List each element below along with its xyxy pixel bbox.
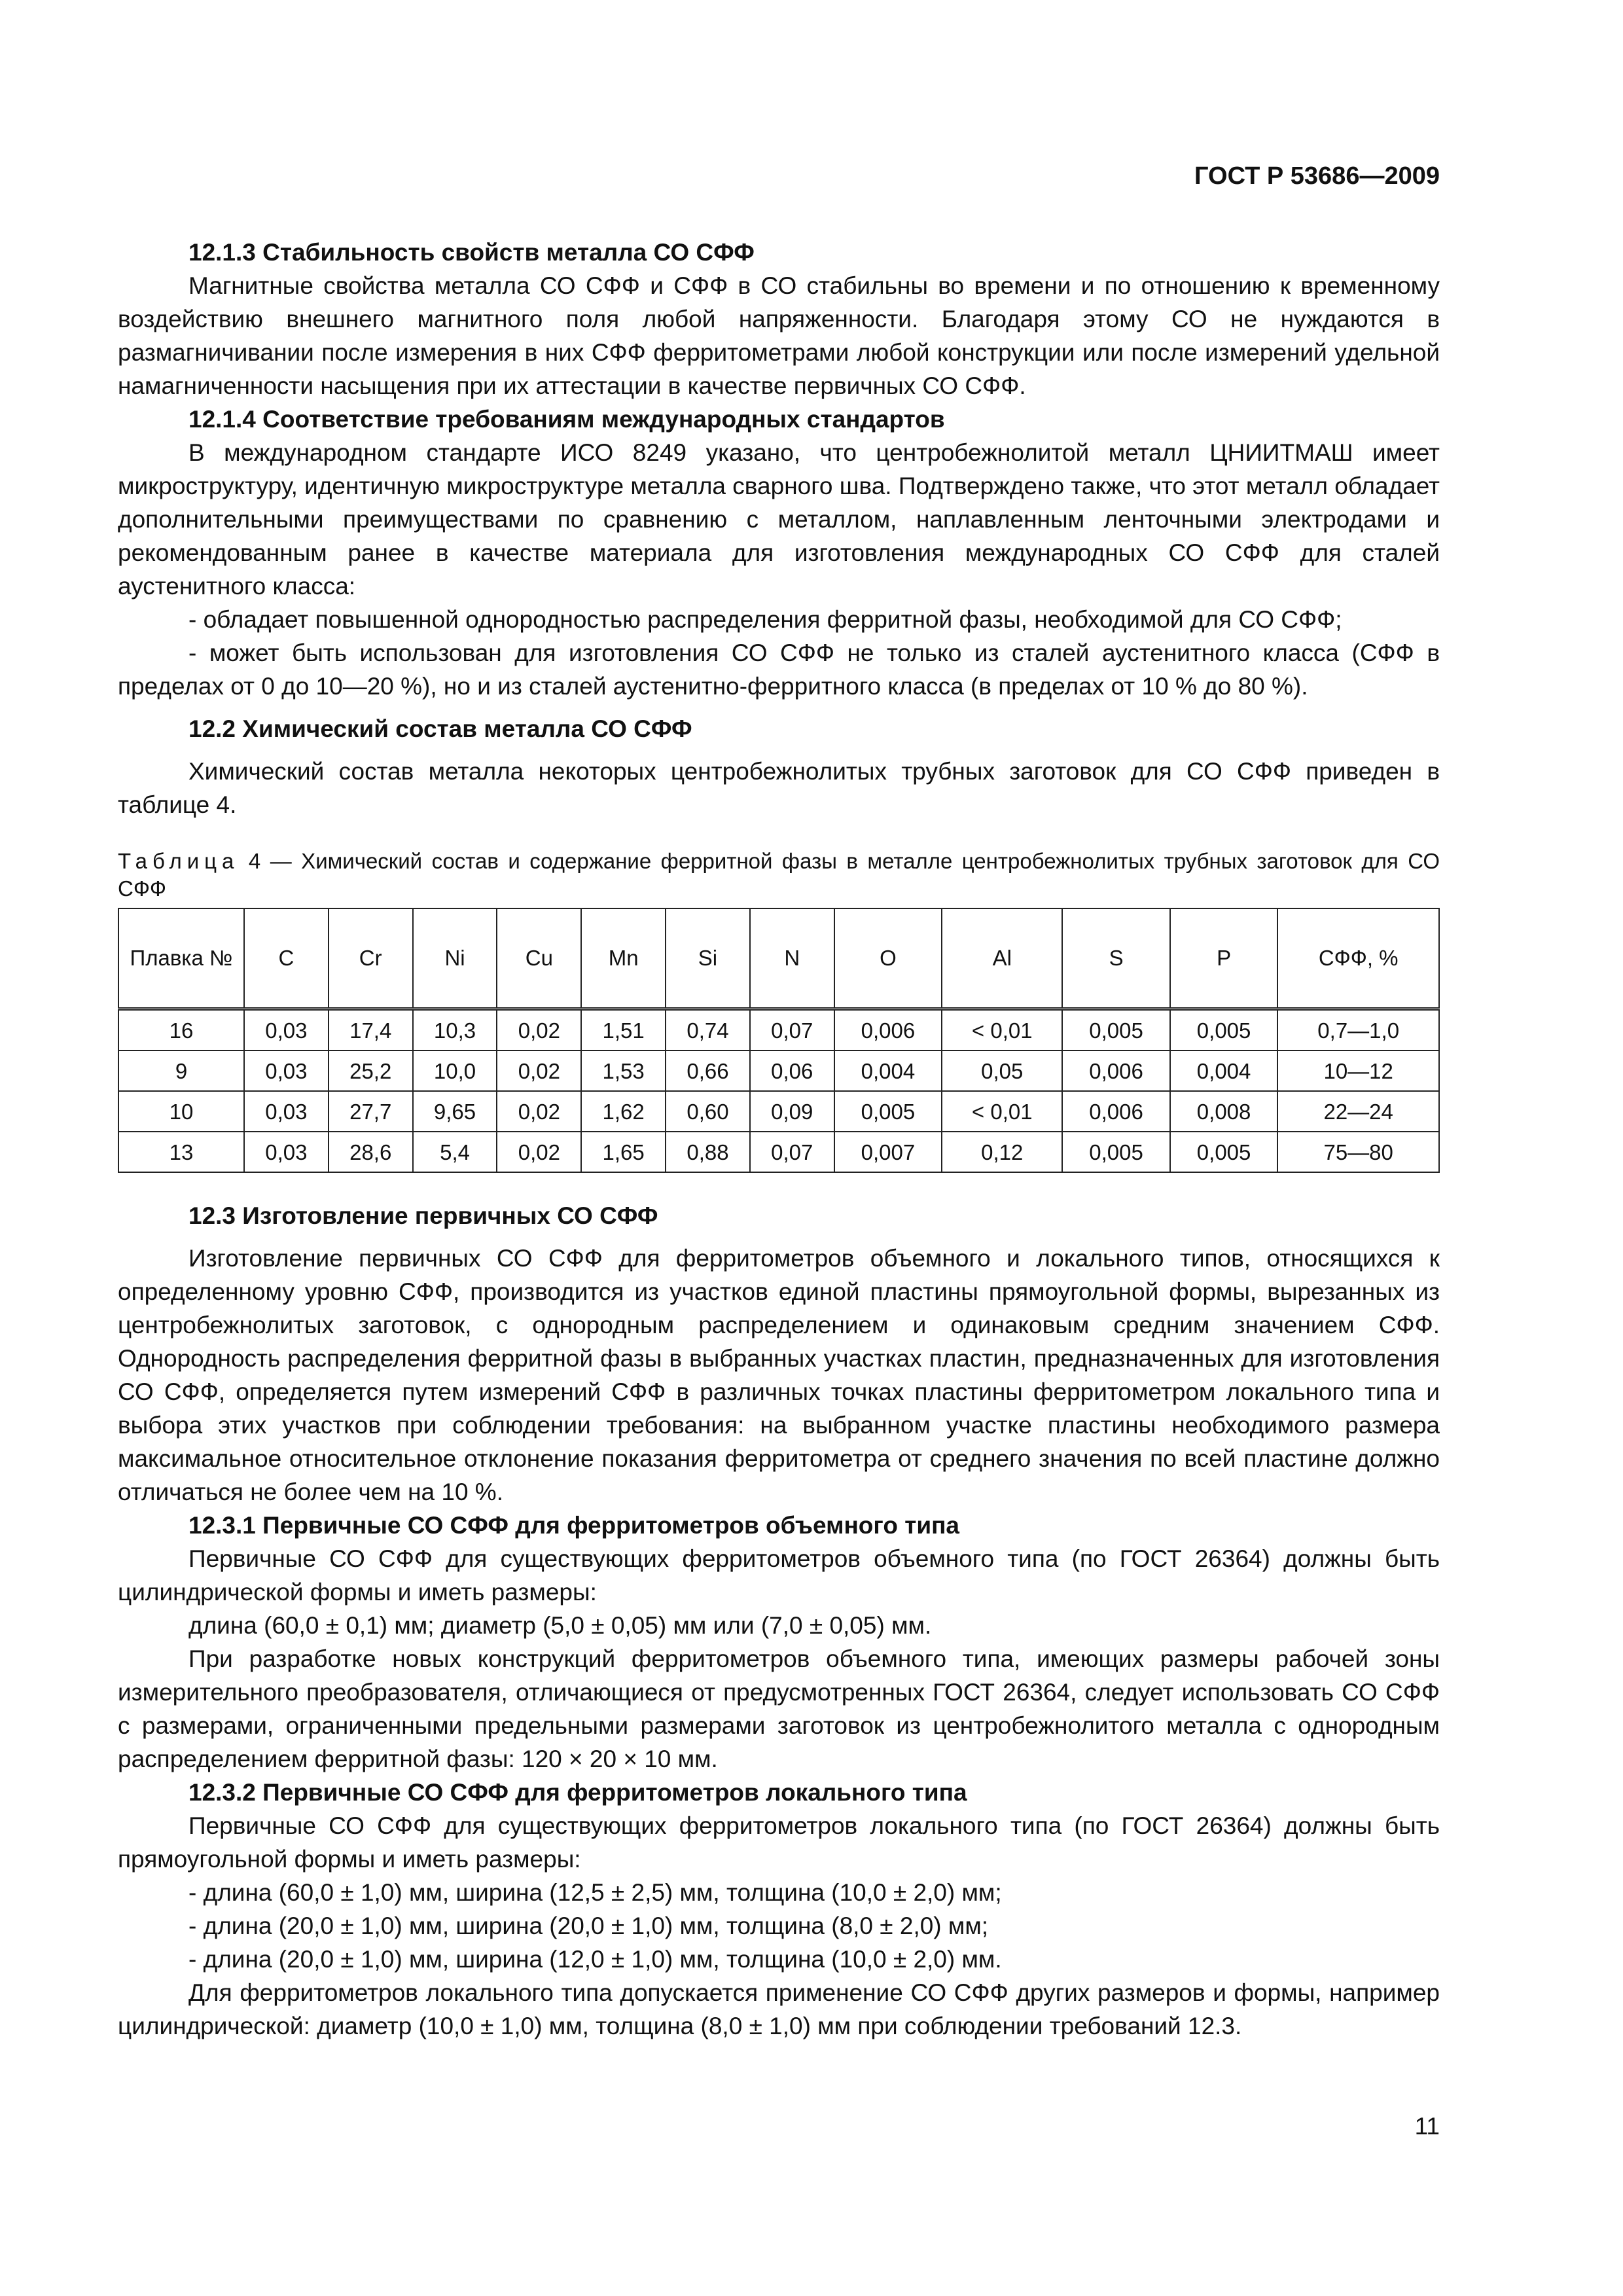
column-header: Ni: [413, 908, 497, 1009]
table-body: [118, 1009, 1439, 1173]
table-cell: 0,005: [1062, 1132, 1170, 1172]
table-cell: 16: [118, 1009, 244, 1051]
column-header: N: [750, 908, 834, 1009]
list-item: - длина (20,0 ± 1,0) мм, ширина (12,0 ± 1,0) мм, толщина (10,0 ± 2,0) мм.: [188, 1946, 1002, 1973]
paragraph: Для ферритометров локального типа допускается применение СО СФФ других размеров и формы, например цилиндрической: диаметр (10,0 ± 1,0) мм, толщина (8,0 ± 1,0) мм при соблюдении требований 12.3.: [118, 1979, 1440, 2039]
column-header: S: [1062, 908, 1170, 1009]
table-cell: 22—24: [1277, 1091, 1439, 1132]
table-cell: 0,03: [244, 1050, 329, 1091]
table-cell: 0,02: [497, 1132, 581, 1172]
paragraph: Магнитные свойства металла СО СФФ и СФФ в СО стабильны во времени и по отношению к временному воздействию внешнего магнитного поля любой напряженности. Благодаря этому СО не нуждаются в размагничивании после измерения в них СФФ ферритометрами любой конструкции или после измерений удельной намагниченности насыщения при их аттестации в качестве первичных СО СФФ.: [118, 272, 1440, 399]
table-cell: 0,004: [1170, 1050, 1278, 1091]
table-cell: 0,006: [834, 1009, 942, 1051]
table-cell: 0,07: [750, 1009, 834, 1051]
table-cell: 10,3: [413, 1009, 497, 1051]
table-cell: 0,03: [244, 1091, 329, 1132]
table-cell: 0,09: [750, 1091, 834, 1132]
table-row: [118, 1091, 1439, 1132]
table-cell: 0,02: [497, 1091, 581, 1132]
column-header: C: [244, 908, 329, 1009]
table-cell: 0,07: [750, 1132, 834, 1172]
section-heading-12-1-3: 12.1.3 Стабильность свойств металла СО СФФ: [188, 239, 755, 266]
table-cell: 0,005: [1170, 1009, 1278, 1051]
paragraph: длина (60,0 ± 0,1) мм; диаметр (5,0 ± 0,05) мм или (7,0 ± 0,05) мм.: [188, 1612, 932, 1639]
column-header: O: [834, 908, 942, 1009]
column-header: Cu: [497, 908, 581, 1009]
section-heading-12-3-1: 12.3.1 Первичные СО СФФ для ферритометров объемного типа: [188, 1512, 960, 1539]
table-cell: 13: [118, 1132, 244, 1172]
column-header: P: [1170, 908, 1278, 1009]
table-cell: 0,7—1,0: [1277, 1009, 1439, 1051]
paragraph: Изготовление первичных СО СФФ для ферритометров объемного и локального типов, относящихся к определенному уровню СФФ, производится из участков единой пластины прямоугольной формы, вырезанных из центробежнолитых заготовок, с однородным распределением и одинаковым средним значением СФФ. Однородность распределения ферритной фазы в выбранных участках пластин, предназначенных для изготовления СО СФФ, определяется путем измерений СФФ в различных точках пластины ферритометром локального типа и выбора этих участков при соблюдении требования: на выбранном участке пластины необходимого размера максимальное относительное отклонение показания ферритометра от среднего значения по всей пластине должно отличаться не более чем на 10 %.: [118, 1245, 1440, 1505]
column-header: Al: [942, 908, 1062, 1009]
table-cell: 75—80: [1277, 1132, 1439, 1172]
table-cell: 0,005: [834, 1091, 942, 1132]
list-item: - длина (60,0 ± 1,0) мм, ширина (12,5 ± 2,5) мм, толщина (10,0 ± 2,0) мм;: [188, 1879, 1002, 1906]
table-cell: 0,006: [1062, 1050, 1170, 1091]
table-cell: 0,60: [666, 1091, 750, 1132]
list-item: - обладает повышенной однородностью распределения ферритной фазы, необходимой для СО СФФ;: [188, 606, 1342, 633]
column-header: Плавка №: [118, 908, 244, 1009]
table-cell: 1,53: [581, 1050, 666, 1091]
table-caption: [118, 848, 1440, 903]
column-header: Mn: [581, 908, 666, 1009]
table-cell: 0,02: [497, 1009, 581, 1051]
table-cell: 9: [118, 1050, 244, 1091]
table-cell: 0,88: [666, 1132, 750, 1172]
paragraph: Первичные СО СФФ для существующих ферритометров объемного типа (по ГОСТ 26364) должны быть цилиндрической формы и иметь размеры:: [118, 1545, 1440, 1605]
column-header: Si: [666, 908, 750, 1009]
table-caption-word: Таблица: [118, 849, 240, 873]
table-cell: 10,0: [413, 1050, 497, 1091]
table-cell: 27,7: [329, 1091, 413, 1132]
table-header-row: [118, 908, 1439, 1009]
table-row: [118, 1132, 1439, 1172]
table-cell: 0,12: [942, 1132, 1062, 1172]
section-heading-12-3: 12.3 Изготовление первичных СО СФФ: [188, 1202, 658, 1229]
paragraph: Химический состав металла некоторых центробежнолитых трубных заготовок для СО СФФ приведен в таблице 4.: [118, 758, 1440, 818]
table-cell: 0,005: [1062, 1009, 1170, 1051]
table-cell: 5,4: [413, 1132, 497, 1172]
section-heading-12-3-2: 12.3.2 Первичные СО СФФ для ферритометров локального типа: [188, 1779, 967, 1806]
table-cell: 0,008: [1170, 1091, 1278, 1132]
list-item: - длина (20,0 ± 1,0) мм, ширина (20,0 ± 1,0) мм, толщина (8,0 ± 2,0) мм;: [188, 1912, 989, 1939]
table-cell: 0,06: [750, 1050, 834, 1091]
table-cell: 28,6: [329, 1132, 413, 1172]
table-cell: 10: [118, 1091, 244, 1132]
table-cell: 0,004: [834, 1050, 942, 1091]
table-cell: 0,005: [1170, 1132, 1278, 1172]
list-item: - может быть использован для изготовления СО СФФ не только из сталей аустенитного класса (СФФ в пределах от 0 до 10—20 %), но и из сталей аустенитно-ферритного класса (в пределах от 10 % до 80 %).: [118, 639, 1440, 700]
table-cell: 0,006: [1062, 1091, 1170, 1132]
table-cell: 0,66: [666, 1050, 750, 1091]
table-cell: < 0,01: [942, 1091, 1062, 1132]
table-cell: 0,007: [834, 1132, 942, 1172]
table-cell: 17,4: [329, 1009, 413, 1051]
table-caption-text: 4 — Химический состав и содержание ферритной фазы в металле центробежнолитых трубных заготовок для СО СФФ: [118, 849, 1440, 901]
section-heading-12-2: 12.2 Химический состав металла СО СФФ: [188, 715, 692, 742]
section-heading-12-1-4: 12.1.4 Соответствие требованиям международных стандартов: [188, 406, 945, 433]
table-cell: 0,05: [942, 1050, 1062, 1091]
table-row: [118, 1050, 1439, 1091]
table-row: [118, 1009, 1439, 1051]
paragraph: В международном стандарте ИСО 8249 указано, что центробежнолитой металл ЦНИИТМАШ имеет микроструктуру, идентичную микроструктуре металла сварного шва. Подтверждено также, что этот металл обладает дополнительными преимуществами по сравнению с металлом, наплавленным ленточными электродами и рекомендованным ранее в качестве материала для изготовления международных СО СФФ для сталей аустенитного класса:: [118, 439, 1440, 600]
paragraph: При разработке новых конструкций ферритометров объемного типа, имеющих размеры рабочей зоны измерительного преобразователя, отличающиеся от предусмотренных ГОСТ 26364, следует использовать СО СФФ с размерами, ограниченными предельными размерами заготовок из центробежнолитого металла с однородным распределением ферритной фазы: 120 × 20 × 10 мм.: [118, 1645, 1440, 1772]
table-cell: 25,2: [329, 1050, 413, 1091]
document-code-header: ГОСТ Р 53686—2009: [1194, 162, 1440, 190]
table-cell: 10—12: [1277, 1050, 1439, 1091]
table-cell: 9,65: [413, 1091, 497, 1132]
document-body: [118, 236, 1440, 2043]
table-cell: 1,65: [581, 1132, 666, 1172]
paragraph: Первичные СО СФФ для существующих ферритометров локального типа (по ГОСТ 26364) должны быть прямоугольной формы и иметь размеры:: [118, 1812, 1440, 1873]
table-cell: 1,62: [581, 1091, 666, 1132]
table-cell: 0,03: [244, 1132, 329, 1172]
chemical-composition-table: [118, 908, 1440, 1173]
table-cell: 0,02: [497, 1050, 581, 1091]
page-number: 11: [1414, 2113, 1440, 2140]
table-cell: 1,51: [581, 1009, 666, 1051]
column-header: Cr: [329, 908, 413, 1009]
column-header: СФФ, %: [1277, 908, 1439, 1009]
table-cell: 0,74: [666, 1009, 750, 1051]
table-cell: 0,03: [244, 1009, 329, 1051]
table-cell: < 0,01: [942, 1009, 1062, 1051]
